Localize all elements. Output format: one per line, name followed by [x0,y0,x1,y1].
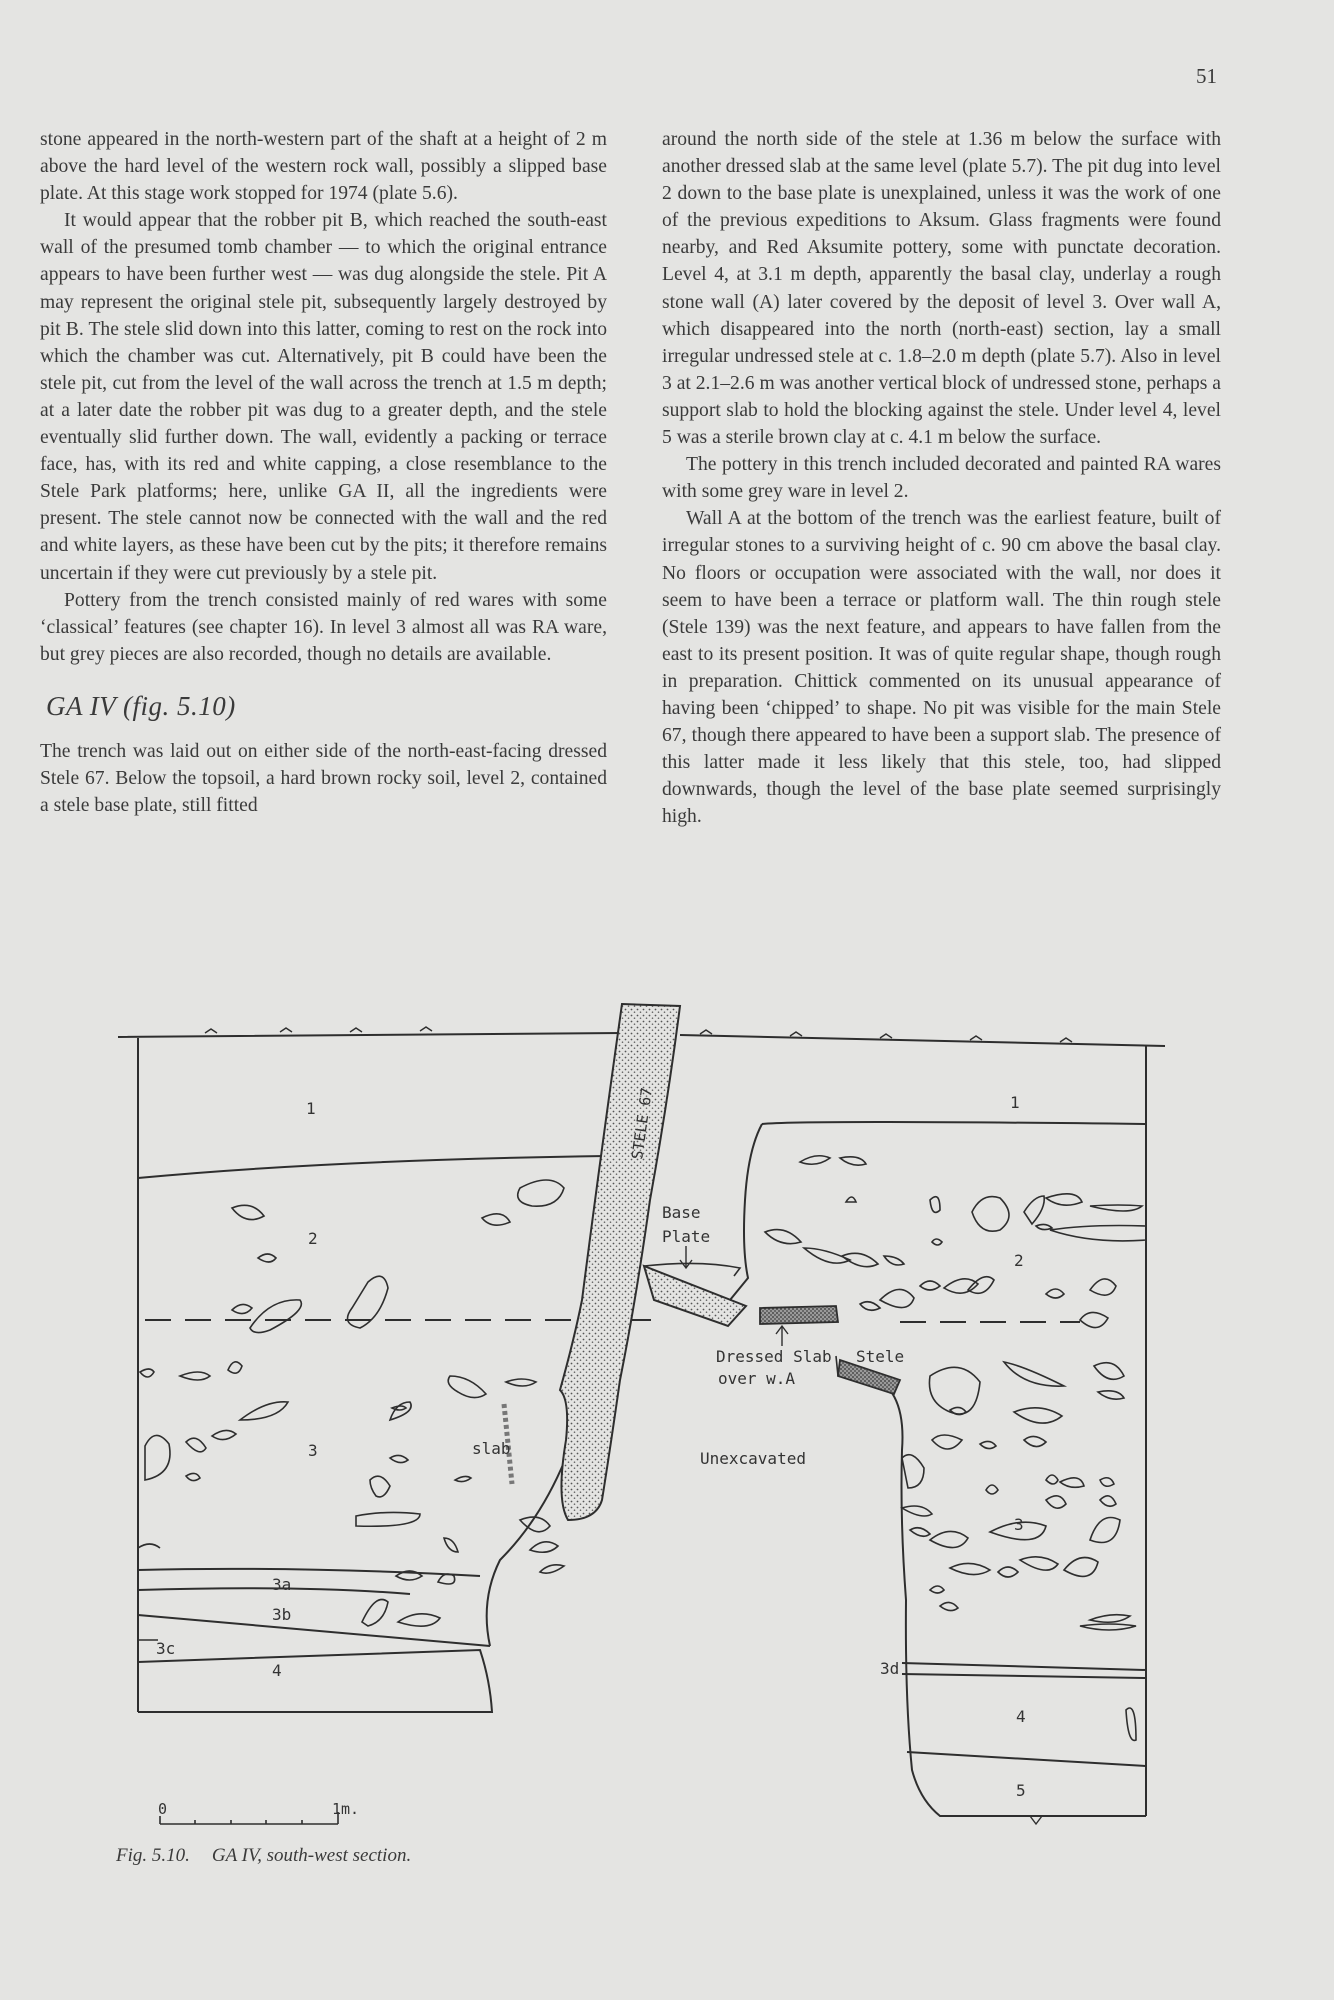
page-number: 51 [1196,64,1217,88]
paragraph: Wall A at the bottom of the trench was the earliest feature, built of irregular stones to a surviving height of c. 90 cm above the basal clay. No floors or occupation were associated with the wall, nor does it seem to have been a terrace or platform wall. The thin rough stele (Stele 139) was the next feature, and appears to have fallen from the east to its present position. It was of quite regular shape, though rough in preparation. Chittick commented on its unusual appearance of having been ‘chipped’ to shape. No pit was visible for the main Stele 67, though there appeared to have been a support slab. The presence of this latter made it less likely that this stele, too, had slipped downwards, though the level of the base plate seemed surprisingly high. [662,508,1221,828]
layer-boundary [138,1650,492,1712]
section-drawing [0,985,1334,1845]
stele-label: STELE 67 [628,1086,657,1161]
base-plate-label: Base [662,1203,701,1222]
unexcavated-label: Unexcavated [700,1449,806,1468]
layer-label: 5 [1016,1781,1026,1800]
section-drawing-figure [0,985,1334,1845]
base-plate-label: Plate [662,1227,711,1246]
layer-label: 2 [1014,1251,1024,1270]
section-heading: GA IV (fig. 5.10) [46,690,236,721]
layer-boundary [138,1615,490,1646]
paragraph: stone appeared in the north-western part of the shaft at a height of 2 m above the hard level of the western rock wall, possibly a slipped base plate. At this stage work stopped for 1974 (plate 5.6). [40,129,607,205]
layer-label: 3c [156,1639,176,1658]
paragraph: The pottery in this trench included decorated and painted RA wares with some grey ware in level 2. [662,454,1221,503]
layer-label: 3 [308,1441,318,1460]
slab-label: slab [472,1439,511,1458]
figure-caption [116,1845,816,1867]
layer-label: 4 [1016,1707,1026,1726]
scale-bar [160,1812,338,1824]
layer-label: 1 [1010,1093,1020,1112]
layer-label: 3b [272,1605,292,1624]
pit-edge [487,1460,565,1646]
right-column [662,126,1221,830]
layer-label: 3d [880,1659,900,1678]
pit-edge [890,1390,1146,1816]
scale-end-label: 1m. [332,1800,360,1818]
layer-boundary [138,1156,606,1178]
paragraph: around the north side of the stele at 1.36 m below the surface with another dressed slab at the same level (plate 5.7). The pit dug into level 2 down to the base plate is unexplained, unless it was the work of one of the previous expeditions to Aksum. Glass fragments were found nearby, and Red Aksumite pottery, some with punctate decoration. Level 4, at 3.1 m depth, apparently the basal clay, underlay a rough stone wall (A) later covered by the deposit of level 3. Over wall A, which disappeared into the north (north-east) section, lay a small irregular undressed stele at c. 1.8–2.0 m depth (plate 5.7). Also in level 3 at 2.1–2.6 m was another vertical block of undressed stone, perhaps a support slab to hold the blocking against the stele. Under level 4, level 5 was a sterile brown clay at c. 4.1 m below the surface. [662,129,1221,449]
layer-label: 1 [306,1099,316,1118]
figure-caption-text: GA IV, south-west section. [211,1845,412,1866]
left-column [40,126,607,819]
layer-label: 3 [1014,1515,1024,1534]
layer-boundary [762,1122,1146,1124]
paragraph: It would appear that the robber pit B, which reached the south-east wall of the presumed tomb chamber — to which the original entrance appears to have been further west — was dug alongside the stele. Pit A may represent the original stele pit, subsequently largely destroyed by pit B. The stele slid down into this latter, coming to rest on the rock into which the chamber was cut. Alternatively, pit B could have been the stele pit, cut from the level of the wall across the trench at 1.5 m depth; at a later date the robber pit was dug to a greater depth, and the stele eventually slid further down. The wall, evidently a packing or terrace face, has, with its red and white capping, a close resemblance to the Stele Park platforms; here, unlike GA II, all the ingredients were present. The stele cannot now be connected with the wall and the red and white layers, as these have been cut by the pits; it therefore remains uncertain if they were cut previously by a stele pit. [40,210,607,584]
figure-number: Fig. 5.10. [116,1845,190,1866]
dressed-slab-label: Dressed Slab [716,1347,832,1366]
layer-label: 3a [272,1575,292,1594]
stele-67 [560,1004,680,1520]
dressed-slab-label: over w.A [718,1369,796,1388]
pit-edge [730,1124,762,1300]
layer-boundary [902,1674,1146,1678]
scale-start-label: 0 [158,1800,168,1818]
layer-boundary [902,1663,1146,1670]
stele-small-label: Stele [856,1347,905,1366]
layer-boundary [907,1752,1146,1766]
paragraph: Pottery from the trench consisted mainly of red wares with some ‘classical’ features (see chapter 16). In level 3 almost all was RA ware, but grey pieces are also recorded, though no details are available. [40,589,607,665]
layer-label: 2 [308,1229,318,1248]
layer-label: 4 [272,1661,282,1680]
paragraph: The trench was laid out on either side of the north-east-facing dressed Stele 67. Below the topsoil, a hard brown rocky soil, level 2, contained a stele base plate, still fitted [40,740,607,817]
layer-boundary [138,1569,480,1576]
